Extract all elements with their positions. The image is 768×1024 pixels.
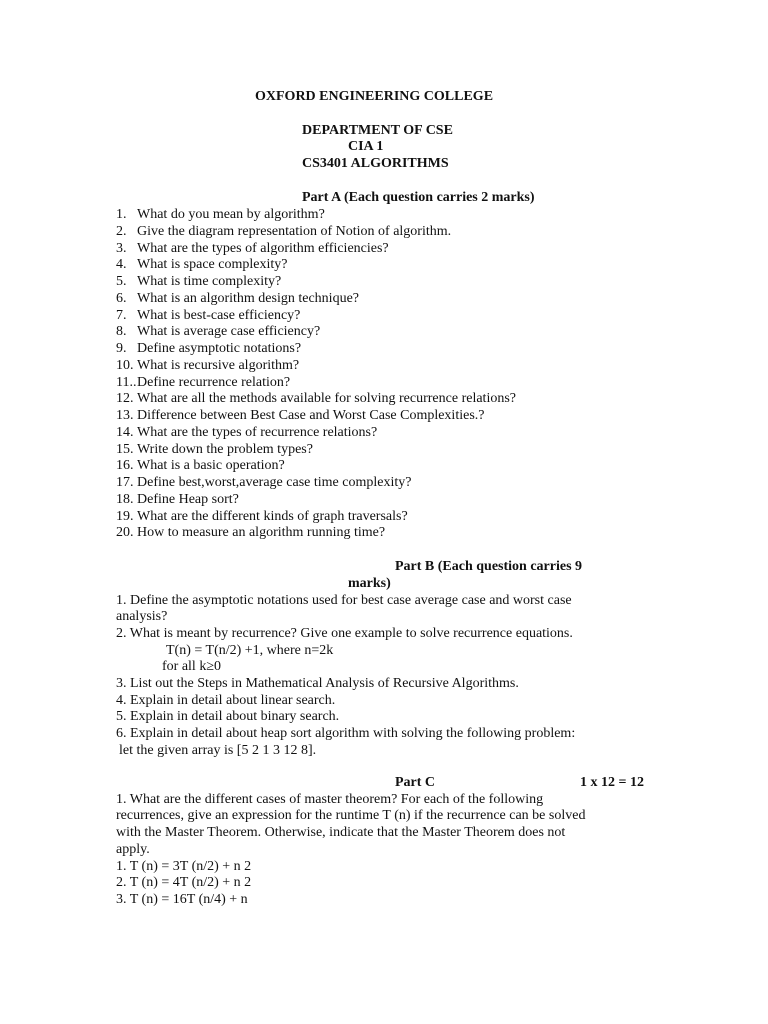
- part-c-question: 1. What are the different cases of master theorem? For each of the following: [116, 792, 544, 807]
- part-a-question-16: [116, 457, 285, 474]
- question-text: Write down the problem types?: [137, 442, 313, 457]
- part-b-question-4: 4. Explain in detail about linear search.: [116, 693, 336, 708]
- part-b-question-2: 2. What is meant by recurrence? Give one example to solve recurrence equations.: [116, 626, 573, 641]
- question-text: Define best,worst,average case time complexity?: [137, 475, 412, 490]
- part-b-question-5: 5. Explain in detail about binary search.: [116, 709, 340, 724]
- part-b-question-1-cont: analysis?: [116, 609, 168, 624]
- question-text: What is average case efficiency?: [137, 324, 321, 339]
- question-text: What do you mean by algorithm?: [137, 207, 325, 222]
- question-text: Give the diagram representation of Notion of algorithm.: [137, 224, 452, 239]
- part-c-question-cont-2: with the Master Theorem. Otherwise, indicate that the Master Theorem does not: [116, 825, 566, 840]
- question-number: 18.: [116, 492, 134, 507]
- question-number: 10.: [116, 358, 134, 373]
- question-text: What are the different kinds of graph traversals?: [137, 509, 408, 524]
- question-number: 8.: [116, 324, 127, 339]
- part-a-question-14: [116, 424, 377, 441]
- part-b-question-2-condition: for all k≥0: [162, 659, 222, 674]
- question-text: Define asymptotic notations?: [137, 341, 302, 356]
- part-b-question-6: 6. Explain in detail about heap sort algorithm with solving the following problem:: [116, 726, 576, 741]
- part-c-subquestion-2: 2. T (n) = 4T (n/2) + n 2: [116, 875, 252, 890]
- part-a-question-8: [116, 323, 320, 340]
- question-text: Define Heap sort?: [137, 492, 239, 507]
- part-a-question-10: [116, 357, 299, 374]
- part-b-question-2-equation: T(n) = T(n/2) +1, where n=2k: [166, 643, 334, 658]
- question-number: 7.: [116, 308, 127, 323]
- part-c-subquestion-1: 1. T (n) = 3T (n/2) + n 2: [116, 859, 252, 874]
- question-text: What is best-case efficiency?: [137, 308, 301, 323]
- question-number: 4.: [116, 257, 127, 272]
- question-number: 2.: [116, 224, 127, 239]
- part-c-heading: Part C: [395, 775, 436, 790]
- part-a-question-17: [116, 474, 411, 491]
- part-a-question-12: [116, 390, 516, 407]
- part-a-question-2: [116, 223, 451, 240]
- question-number: 19.: [116, 509, 134, 524]
- part-c-question-cont-3: apply.: [116, 842, 150, 857]
- part-a-question-20: [116, 524, 385, 541]
- part-a-question-19: [116, 508, 408, 525]
- question-number: 12.: [116, 391, 134, 406]
- question-number: 14.: [116, 425, 134, 440]
- question-number: 11..: [116, 375, 137, 390]
- part-a-question-4: [116, 256, 287, 273]
- question-number: 17.: [116, 475, 134, 490]
- question-text: What is a basic operation?: [137, 458, 285, 473]
- part-a-question-13: [116, 407, 484, 424]
- department-name: DEPARTMENT OF CSE: [302, 123, 453, 138]
- part-b-heading-cont: marks): [348, 576, 391, 591]
- part-a-question-3: [116, 240, 389, 257]
- part-b-question-6-cont: let the given array is [5 2 1 3 12 8].: [119, 743, 317, 758]
- part-a-question-15: [116, 441, 313, 458]
- question-text: What is recursive algorithm?: [137, 358, 300, 373]
- question-number: 20.: [116, 525, 134, 540]
- question-text: What is space complexity?: [137, 257, 288, 272]
- part-a-question-11: [116, 374, 290, 391]
- question-number: 9.: [116, 341, 127, 356]
- question-number: 3.: [116, 241, 127, 256]
- question-text: What is an algorithm design technique?: [137, 291, 359, 306]
- question-number: 1.: [116, 207, 127, 222]
- part-c-marks: 1 x 12 = 12: [580, 775, 644, 790]
- question-number: 15.: [116, 442, 134, 457]
- question-text: What are the types of algorithm efficiencies?: [137, 241, 389, 256]
- question-text: What are the types of recurrence relations?: [137, 425, 378, 440]
- question-text: How to measure an algorithm running time?: [137, 525, 386, 540]
- question-number: 5.: [116, 274, 127, 289]
- part-a-question-18: [116, 491, 239, 508]
- part-a-question-7: [116, 307, 300, 324]
- question-text: What is time complexity?: [137, 274, 282, 289]
- course-title: CS3401 ALGORITHMS: [302, 156, 449, 171]
- part-c-subquestion-3: 3. T (n) = 16T (n/4) + n: [116, 892, 248, 907]
- part-a-question-5: [116, 273, 281, 290]
- question-text: What are all the methods available for solving recurrence relations?: [137, 391, 516, 406]
- college-name: OXFORD ENGINEERING COLLEGE: [255, 89, 494, 104]
- part-a-heading: Part A (Each question carries 2 marks): [302, 190, 535, 205]
- part-a-question-6: [116, 290, 359, 307]
- question-number: 16.: [116, 458, 134, 473]
- part-a-question-9: [116, 340, 301, 357]
- question-text: Difference between Best Case and Worst Case Complexities.?: [137, 408, 485, 423]
- part-b-question-1: 1. Define the asymptotic notations used for best case average case and worst case: [116, 593, 572, 608]
- question-number: 6.: [116, 291, 127, 306]
- question-number: 13.: [116, 408, 134, 423]
- part-a-question-1: [116, 206, 325, 223]
- part-b-heading: Part B (Each question carries 9: [395, 559, 583, 574]
- exam-name: CIA 1: [348, 139, 384, 154]
- part-c-question-cont-1: recurrences, give an expression for the runtime T (n) if the recurrence can be solved: [116, 808, 586, 823]
- part-b-question-3: 3. List out the Steps in Mathematical Analysis of Recursive Algorithms.: [116, 676, 519, 691]
- question-text: Define recurrence relation?: [137, 375, 291, 390]
